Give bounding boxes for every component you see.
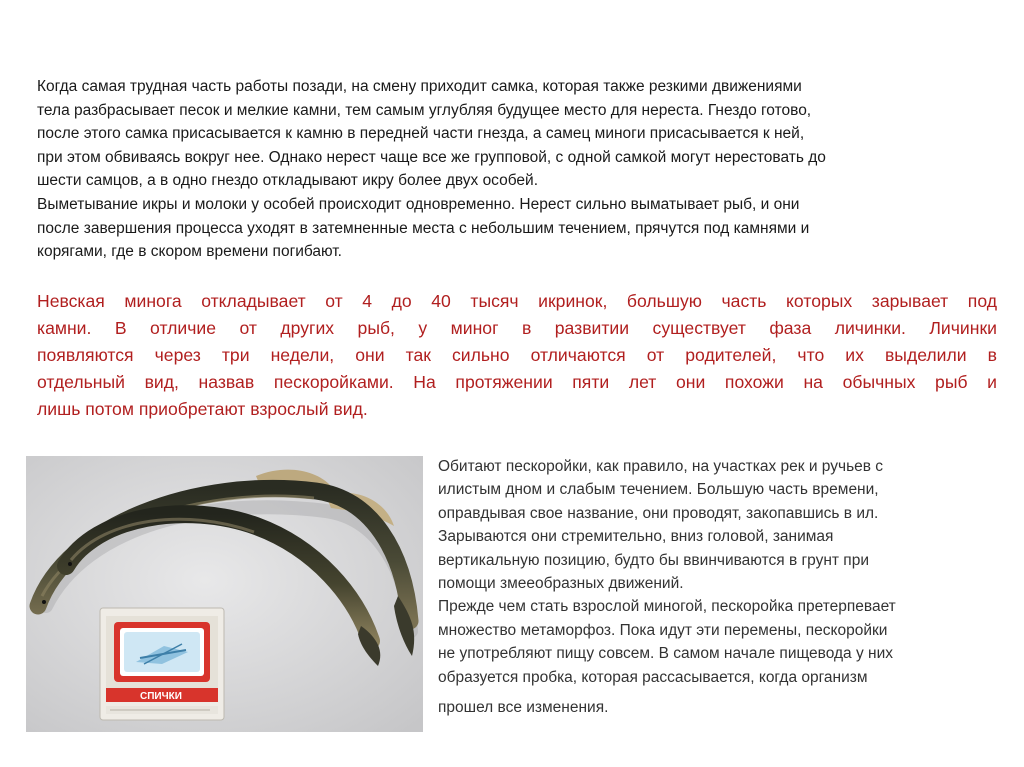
text-line: Невская минога откладывает от 4 до 40 тысяч икринок, большую часть которых зарывает под (37, 291, 997, 311)
matchbox (100, 608, 224, 720)
text-line: после завершения процесса уходят в затемненные места с небольшим течением, прячутся под камнями и (37, 219, 810, 237)
text-line: появляются через три недели, они так сильно отличаются от родителей, что их выделили в (37, 345, 997, 365)
text-line: лишь потом приобретают взрослый вид. (37, 399, 368, 419)
text-paragraph-sand-lamprey (438, 455, 998, 719)
matchbox-label: СПИЧКИ (140, 691, 182, 702)
text-line: отдельный вид, назвав пескоройками. На протяжении пяти лет они похожи на обычных рыб и (37, 372, 997, 392)
text-line: вертикальную позицию, будто бы ввинчиваются в грунт при (438, 551, 869, 569)
text-line: множество метаморфоз. Пока идут эти перемены, пескоройки (438, 621, 888, 639)
text-line: Прежде чем стать взрослой миногой, пескоройка претерпевает (438, 598, 896, 616)
text-line: Зарываются они стремительно, вниз головой, занимая (438, 528, 834, 546)
text-line-final: прошел все изменения. (438, 699, 609, 717)
text-line: тела разбрасывает песок и мелкие камни, тем самым углубляя будущее место для нереста. Гнездо готово, (37, 101, 812, 119)
text-line: корягами, где в скором времени погибают. (37, 243, 342, 261)
text-line: камни. В отличие от других рыб, у миног в развитии существует фаза личинки. Личинки (37, 318, 997, 338)
text-line: помощи змееобразных движений. (438, 575, 684, 593)
text-line: оправдывая свое название, они проводят, закопавшись в ил. (438, 504, 879, 522)
text-line: не употребляют пищу совсем. В самом начале пищевода у них (438, 645, 894, 663)
text-line: илистым дном и слабым течением. Большую часть времени, (438, 481, 879, 499)
text-line: при этом обвиваясь вокруг нее. Однако нерест чаще все же групповой, с одной самкой могут нерестовать до (37, 148, 826, 166)
text-line: шести самцов, а в одно гнездо откладывают икру более двух особей. (37, 172, 539, 190)
text-line: Обитают пескоройки, как правило, на участках рек и ручьев с (438, 458, 884, 475)
text-paragraph-larvae (37, 288, 997, 423)
lamprey-photo (26, 456, 423, 732)
text-line: Когда самая трудная часть работы позади, на смену приходит самка, которая также резкими движениями (37, 78, 802, 95)
text-line: Выметывание икры и молоки у особей происходит одновременно. Нерест сильно выматывает рыб, и они (37, 195, 800, 213)
text-paragraph-spawning (37, 75, 987, 264)
text-line: образуется пробка, которая рассасывается, когда организм (438, 668, 868, 686)
text-line: после этого самка присасывается к камню в передней части гнезда, а самец миноги присасывается к ней, (37, 125, 805, 143)
